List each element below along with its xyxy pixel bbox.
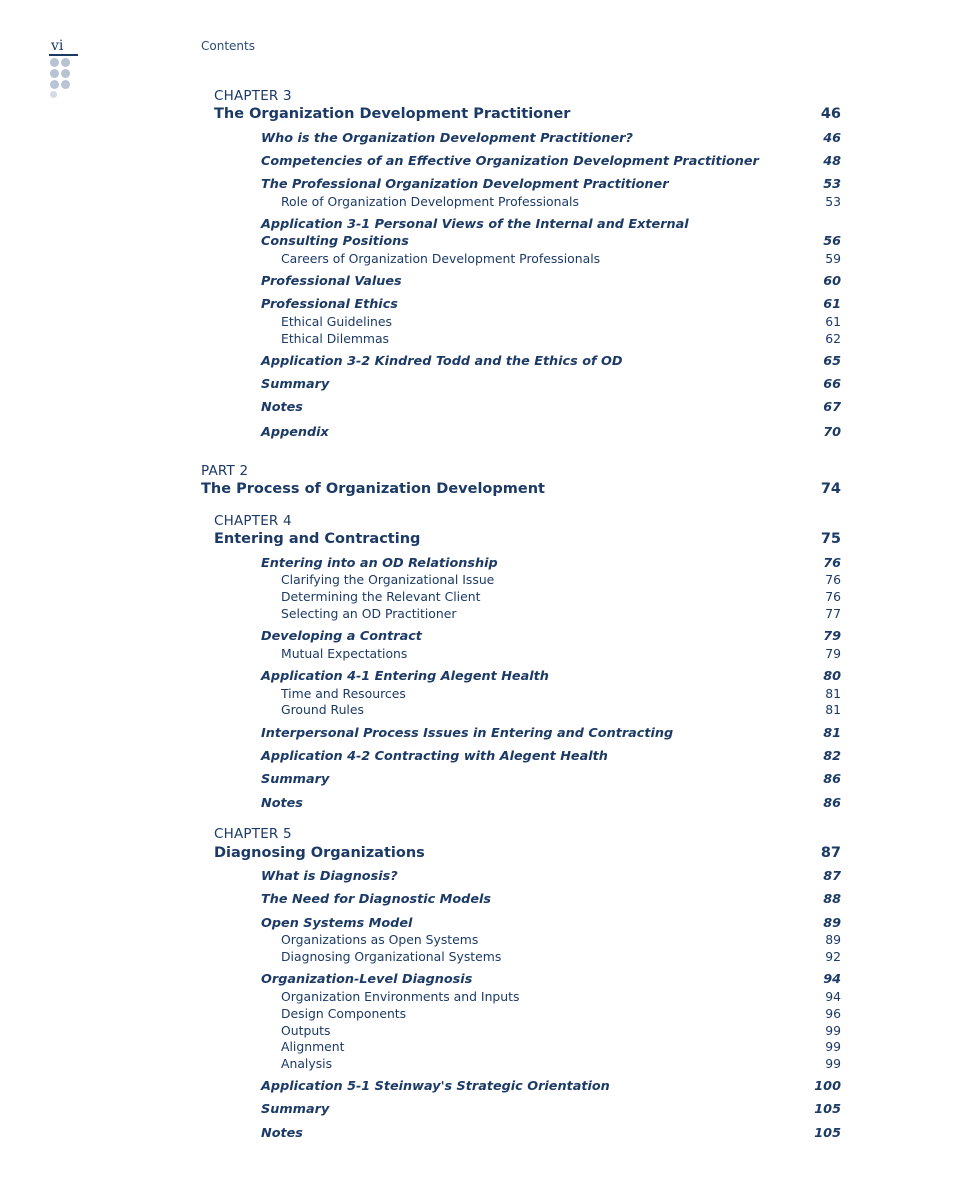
toc-subentry[interactable]: Design Components <box>281 1006 407 1021</box>
toc-page: 76 <box>825 589 841 604</box>
toc-entry[interactable]: Open Systems Model <box>261 916 413 931</box>
running-head: Contents <box>201 39 255 53</box>
toc-page: 79 <box>825 646 841 661</box>
toc-page: 65 <box>823 354 841 369</box>
chapter-4-label: CHAPTER 4 <box>214 513 292 529</box>
toc-page: 81 <box>825 702 841 717</box>
toc-subentry[interactable]: Time and Resources <box>281 686 406 701</box>
toc-subentry[interactable]: Diagnosing Organizational Systems <box>281 949 502 964</box>
toc-subentry[interactable]: Mutual Expectations <box>281 646 408 661</box>
toc-entry[interactable]: Summary <box>261 1102 330 1117</box>
chapter-4-title[interactable]: Entering and Contracting <box>214 531 421 547</box>
toc-page: 56 <box>823 234 841 249</box>
toc-entry[interactable]: Application 4-1 Entering Alegent Health <box>261 669 549 684</box>
toc-subentry[interactable]: Ethical Dilemmas <box>281 331 390 346</box>
toc-entry[interactable]: Professional Ethics <box>261 297 398 312</box>
toc-subentry[interactable]: Ethical Guidelines <box>281 314 392 329</box>
toc-page: 82 <box>823 749 841 764</box>
part-2-page: 74 <box>820 481 841 497</box>
toc-subentry[interactable]: Careers of Organization Development Professionals <box>281 251 601 266</box>
toc-entry[interactable]: Notes <box>261 400 303 415</box>
toc-page: 67 <box>823 400 841 415</box>
toc-page: 94 <box>825 989 841 1004</box>
toc-entry[interactable]: Notes <box>261 796 303 811</box>
toc-page: 79 <box>823 629 841 644</box>
toc-page: 92 <box>825 949 841 964</box>
page-number-rule <box>49 54 78 56</box>
toc-entry[interactable]: Summary <box>261 377 330 392</box>
toc-subentry[interactable]: Organizations as Open Systems <box>281 932 479 947</box>
toc-page: 61 <box>823 297 841 312</box>
toc-entry[interactable]: Application 3-2 Kindred Todd and the Ethics of OD <box>261 354 623 369</box>
toc-page: 87 <box>823 869 841 884</box>
toc-page: 53 <box>823 177 841 192</box>
toc-page: 96 <box>825 1006 841 1021</box>
toc-page: 59 <box>825 251 841 266</box>
toc-entry[interactable]: Professional Values <box>261 274 402 289</box>
toc-entry[interactable]: Interpersonal Process Issues in Entering and Contracting <box>261 726 674 741</box>
toc-entry[interactable]: Organization-Level Diagnosis <box>261 972 473 987</box>
toc-entry[interactable]: The Need for Diagnostic Models <box>261 892 492 907</box>
toc-page: 60 <box>823 274 841 289</box>
toc-page: 105 <box>814 1126 841 1141</box>
toc-page: 88 <box>823 892 841 907</box>
toc-page: 76 <box>823 556 841 571</box>
toc-page: 86 <box>823 772 841 787</box>
toc-entry-continued[interactable]: Consulting Positions <box>261 234 409 249</box>
toc-subentry[interactable]: Determining the Relevant Client <box>281 589 481 604</box>
toc-subentry[interactable]: Alignment <box>281 1039 345 1054</box>
part-2-title[interactable]: The Process of Organization Development <box>201 481 545 497</box>
chapter-3-page: 46 <box>820 106 841 122</box>
toc-page: 46 <box>823 131 841 146</box>
chapter-3-label: CHAPTER 3 <box>214 88 292 104</box>
toc-subentry[interactable]: Selecting an OD Practitioner <box>281 606 457 621</box>
chapter-4-page: 75 <box>820 531 841 547</box>
toc-page: 99 <box>825 1039 841 1054</box>
toc-page: 105 <box>814 1102 841 1117</box>
toc-page: 53 <box>825 194 841 209</box>
toc-page: 70 <box>823 425 841 440</box>
toc-page: 66 <box>823 377 841 392</box>
toc-subentry[interactable]: Organization Environments and Inputs <box>281 989 520 1004</box>
toc-page: 86 <box>823 796 841 811</box>
toc-page: 94 <box>823 972 841 987</box>
toc-page: 81 <box>825 686 841 701</box>
toc-entry[interactable]: Summary <box>261 772 330 787</box>
chapter-3-title[interactable]: The Organization Development Practitioner <box>214 106 571 122</box>
toc-page: 80 <box>823 669 841 684</box>
toc-entry[interactable]: Appendix <box>261 425 329 440</box>
toc-entry[interactable]: Entering into an OD Relationship <box>261 556 498 571</box>
toc-subentry[interactable]: Analysis <box>281 1056 333 1071</box>
toc-subentry[interactable]: Outputs <box>281 1023 331 1038</box>
toc-page: 61 <box>825 314 841 329</box>
toc-entry[interactable]: What is Diagnosis? <box>261 869 398 884</box>
toc-page: 76 <box>825 572 841 587</box>
toc-entry[interactable]: Competencies of an Effective Organization Development Practitioner <box>261 154 759 169</box>
toc-entry[interactable]: Application 3-1 Personal Views of the Internal and External <box>261 217 689 232</box>
chapter-5-page: 87 <box>820 845 841 861</box>
part-2-label: PART 2 <box>201 463 249 479</box>
toc-subentry[interactable]: Role of Organization Development Professionals <box>281 194 579 209</box>
toc-page: 77 <box>825 606 841 621</box>
toc-entry[interactable]: Application 4-2 Contracting with Alegent Health <box>261 749 608 764</box>
chapter-5-label: CHAPTER 5 <box>214 826 292 842</box>
toc-page: 99 <box>825 1023 841 1038</box>
toc-entry[interactable]: Developing a Contract <box>261 629 422 644</box>
toc-page: 81 <box>823 726 841 741</box>
toc-entry[interactable]: Notes <box>261 1126 303 1141</box>
chapter-5-title[interactable]: Diagnosing Organizations <box>214 845 425 861</box>
toc-subentry[interactable]: Clarifying the Organizational Issue <box>281 572 495 587</box>
toc-entry[interactable]: The Professional Organization Development Practitioner <box>261 177 669 192</box>
toc-page: 48 <box>823 154 841 169</box>
toc-page: 89 <box>823 916 841 931</box>
toc-entry[interactable]: Application 5-1 Steinway's Strategic Orientation <box>261 1079 610 1094</box>
page-number: vi <box>51 38 64 54</box>
toc-entry[interactable]: Who is the Organization Development Practitioner? <box>261 131 633 146</box>
toc-page: 62 <box>825 331 841 346</box>
toc-page: 100 <box>814 1079 841 1094</box>
toc-subentry[interactable]: Ground Rules <box>281 702 364 717</box>
toc-page: 89 <box>825 932 841 947</box>
toc-page: 99 <box>825 1056 841 1071</box>
